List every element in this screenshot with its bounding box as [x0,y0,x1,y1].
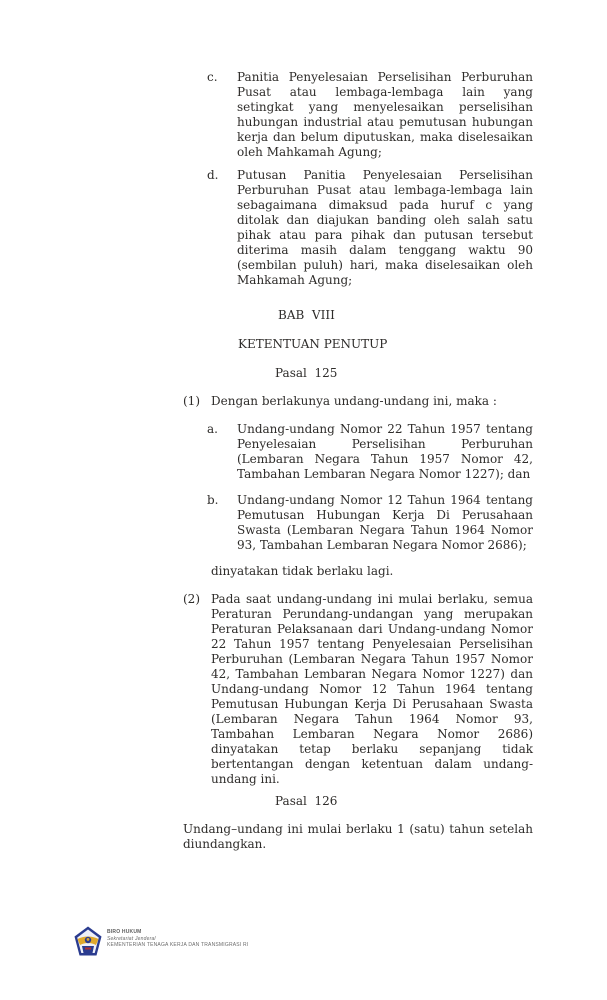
pasal-125-heading: Pasal 125 [275,366,338,380]
clause-number: (1) [183,394,200,408]
list-item-c [207,70,533,160]
clause-text: Pada saat undang-undang ini mulai berlaku, semua Peraturan Perundang-undangan yang merupakan Peraturan Pelaksanaan dari Undang-undang Nomor 22 Tahun 1957 tentang Penyelesaian Perselisihan Perburuhan (Lembaran Negara Tahun 1957 Nomor 42, Tambahan Lembaran Negara Nomor 1227) dan Undang-undang Nomor 12 Tahun 1964 tentang Pemutusan Hubungan Kerja Di Perusahaan Swasta (Lembaran Negara Tahun 1964 Nomor 93, Tambahan Lembaran Negara Nomor 2686) dinyatakan tetap berlaku sepanjang tidak bertentangan dengan ketentuan dalam undang-undang ini. [211,592,533,786]
footer [74,926,248,956]
chapter-heading: BAB VIII [278,308,335,322]
list-item-text: Putusan Panitia Penyelesaian Perselisihan Perburuhan Pusat atau lembaga-lembaga lain sebagaimana dimaksud pada huruf c yang ditolak dan diajukan banding oleh salah satu pihak atau para pihak dan putusan tersebut diterima masih dalam tenggang waktu 90 (sembilan puluh) hari, maka diselesaikan oleh Mahkamah Agung; [237,168,533,287]
list-item-label: d. [207,168,219,182]
footer-text [107,929,248,949]
clause-1 [183,394,533,409]
list-item-label: a. [207,422,218,436]
pasal-126-heading: Pasal 126 [275,794,338,808]
footer-line-sekretariat: Sekretariat Jenderal [107,935,156,942]
closing-paragraph: Undang–undang ini mulai berlaku 1 (satu) tahun setelah diundangkan. [183,822,533,851]
list-item-label: c. [207,70,218,84]
list-item-label: b. [207,493,219,507]
clause-number: (2) [183,592,200,606]
list-item-text: Undang-undang Nomor 12 Tahun 1964 tentang Pemutusan Hubungan Kerja Di Perusahaan Swasta (Lembaran Negara Tahun 1964 Nomor 93, Tambahan Lembaran Negara Nomor 2686); [237,493,533,552]
clause-2 [183,592,533,787]
kemnakertrans-logo-icon [74,926,102,956]
footer-line-kementerian: KEMENTERIAN TENAGA KERJA DAN TRANSMIGRASI RI [107,942,249,948]
chapter-subheading: KETENTUAN PENUTUP [238,337,388,351]
document-body [183,70,533,852]
list-item-d [207,168,533,288]
list-item-a [207,422,533,482]
list-item-text: Undang-undang Nomor 22 Tahun 1957 tentang Penyelesaian Perselisihan Perburuhan (Lembaran Negara Tahun 1957 Nomor 42, Tambahan Lembaran Negara Nomor 1227); dan [237,422,533,481]
clause-text: Dengan berlakunya undang-undang ini, maka : [211,394,497,408]
list-item-b [207,493,533,553]
list-item-text: Panitia Penyelesaian Perselisihan Perburuhan Pusat atau lembaga-lembaga lain yang setingkat yang menyelesaikan perselisihan hubungan industrial atau pemutusan hubungan kerja dan belum diputuskan, maka diselesaikan oleh Mahkamah Agung; [237,70,533,159]
footer-line-biro-hukum: BIRO HUKUM [107,929,142,935]
clause-1-closing: dinyatakan tidak berlaku lagi. [211,564,394,578]
